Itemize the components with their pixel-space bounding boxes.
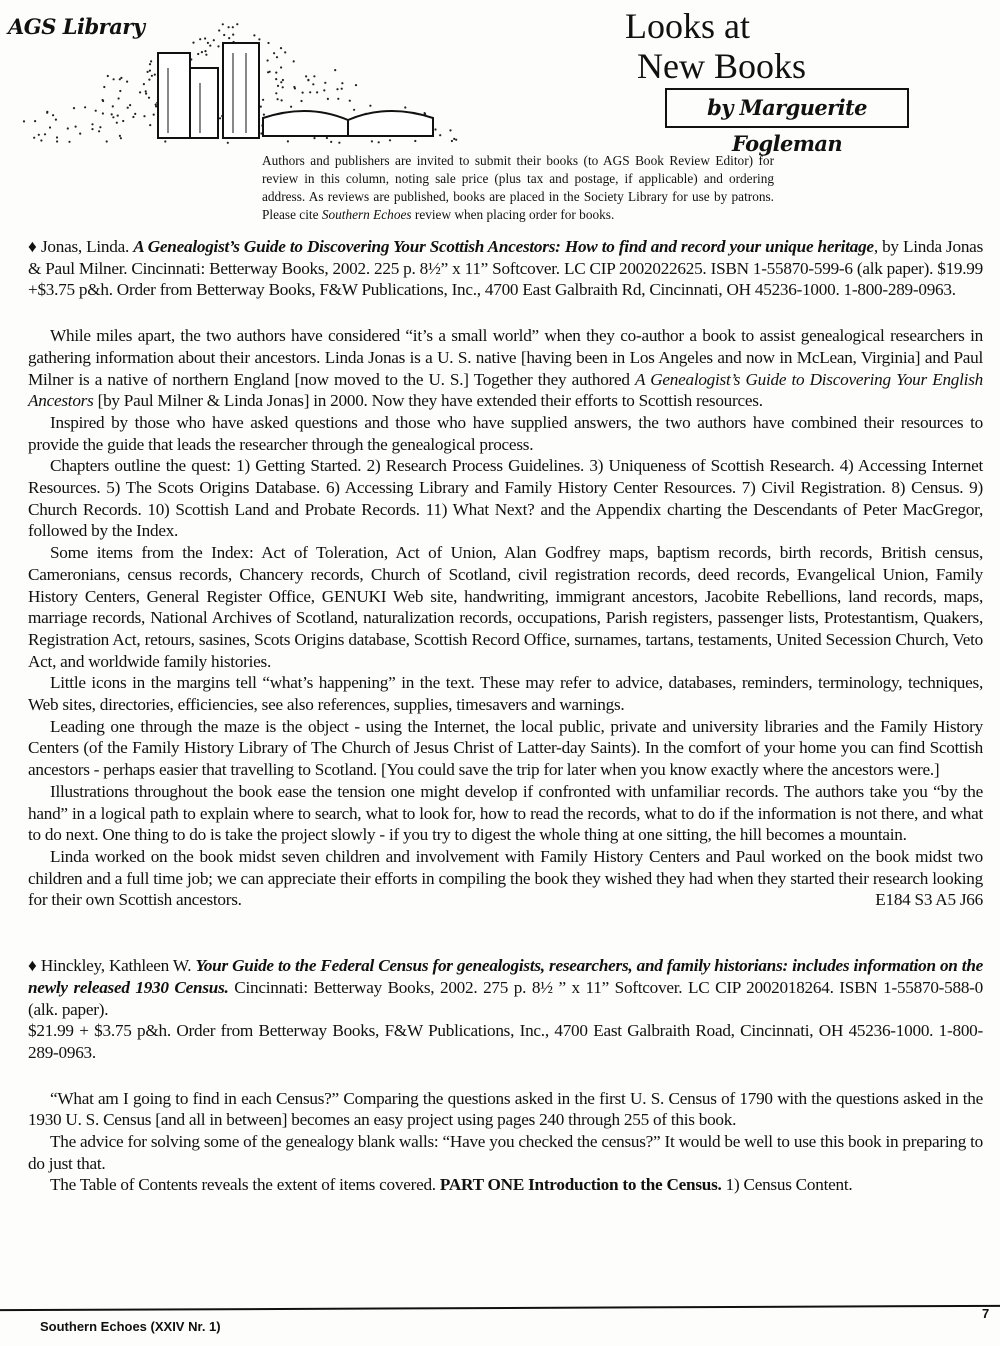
stipple-dot: [122, 120, 124, 122]
review-paragraph: Little icons in the margins tell “what’s happening” in the text. These may refer to advice, databases, reminders, terminology, techniques, Web sites, directories, efficiencies, see also references, supplies, timesavers and warnings.: [28, 673, 983, 715]
stipple-dot: [280, 66, 282, 68]
review-details: , by Linda Jonas & Paul Milner. Cincinnati: Betterway Books, 2002. 225 p. 8½” x 11” Softcover. LC CIP 2002022625. ISBN 1-55870-599-6 (alk paper). $19.99 +$3.75 p&h. Order from Betterway Books, F&W Publications, Inc., 4700 East Galbraith Rd, Cincinnati, OH 45236-1000. 1-800-289-0963.: [28, 237, 984, 300]
stipple-dot: [205, 54, 207, 56]
stipple-dot: [277, 98, 279, 100]
stipple-dot: [337, 98, 339, 100]
stipple-dot: [99, 126, 101, 128]
stipple-dot: [324, 82, 326, 84]
stipple-dot: [126, 81, 128, 83]
stipple-dot: [132, 116, 134, 118]
stipple-dot: [260, 106, 262, 108]
stipple-dot: [277, 85, 279, 87]
cited-title: A Genealogist’s Guide to Discovering Your English Ancestors: [28, 369, 983, 411]
stipple-dot: [275, 78, 277, 80]
review-paragraph: Linda worked on the book midst seven children and involvement with Family History Centers and Paul worked on the book midst two children and a full time job; we can appreciate their efforts in compiling the book they wished they had when they started their research looking for their own Scottish ancestors.: [28, 846, 983, 910]
stipple-dot: [455, 139, 457, 141]
stipple-dot: [267, 42, 269, 44]
column-title: [625, 6, 806, 86]
stipple-dot: [369, 105, 371, 107]
stipple-dot: [38, 134, 40, 136]
stipple-dot: [219, 117, 221, 119]
stipple-dot: [227, 142, 229, 144]
bullet-icon: ♦: [28, 956, 37, 976]
stipple-dot: [371, 140, 373, 142]
review-paragraph: [28, 1174, 983, 1196]
stipple-dot: [449, 129, 451, 131]
stipple-dot: [330, 141, 332, 143]
stipple-dot: [149, 63, 151, 65]
stipple-dot: [275, 72, 277, 74]
stipple-dot: [253, 34, 255, 36]
stipple-dot: [232, 26, 234, 28]
review-paragraph: Chapters outline the quest: 1) Getting Started. 2) Research Process Guidelines. 3) Uniqueness of Scottish Research. 4) Accessing Internet Resources. 5) The Scots Origins Database. 6) Accessing Library and Family History Center Resources. 7) Civil Registration. 8) Census. 9) Church Records. 10) Scottish Land and Probate Records. 11) What Next? and the Appendix charting the Descendants of Peter MacGregor, followed by the Index.: [28, 456, 983, 541]
call-number: E184 S3 A5 J66: [875, 890, 983, 910]
stipple-dot: [287, 140, 289, 142]
stipple-dot: [341, 88, 343, 90]
stipple-dot: [149, 124, 151, 126]
review-paragraph: Leading one through the maze is the object - using the Internet, the local public, private and university libraries and the Family History Centers (of the Family History Library of The Church of Jesus Christ of Latter-day Saints). In the comfort of your home you can find Scottish ancestors - perhaps easier that travelling to Scotland. [You could save the trip for later when you know exactly where the ancestors were.]: [28, 716, 983, 780]
stipple-dot: [116, 122, 118, 124]
stipple-dot: [106, 140, 108, 142]
stipple-dot: [103, 86, 105, 88]
stipple-dot: [282, 79, 284, 81]
stipple-dot: [113, 78, 115, 80]
stipple-dot: [223, 34, 225, 36]
stipple-dot: [276, 56, 278, 58]
books-illustration: [18, 8, 558, 148]
stipple-dot: [153, 114, 155, 116]
stipple-dot: [207, 42, 209, 44]
stipple-dot: [119, 90, 121, 92]
stipple-dot: [192, 42, 194, 44]
stipple-dot: [134, 113, 136, 115]
review-paragraph: “What am I going to find in each Census?” Comparing the questions asked in the first U. S. Census of 1790 with the questions asked in the 1930 U. S. Census [and all in between] becomes an easy project using pages 240 through 255 of this book.: [28, 1088, 983, 1130]
stipple-dot: [147, 71, 149, 73]
stipple-dot: [217, 45, 219, 47]
stipple-dot: [353, 109, 355, 111]
stipple-dot: [102, 112, 104, 114]
stipple-dot: [236, 23, 238, 25]
stipple-dot: [44, 133, 46, 135]
stipple-dot: [378, 141, 380, 143]
reviews: [28, 236, 983, 1196]
stipple-dot: [313, 75, 315, 77]
stipple-dot: [341, 82, 343, 84]
stipple-dot: [439, 134, 441, 136]
stipple-dot: [414, 140, 416, 142]
review-order-info: $21.99 + $3.75 p&h. Order from Betterway Books, F&W Publications, Inc., 4700 East Galbraith Road, Cincinnati, OH 45236-1000. 1-800-289-0963.: [28, 1021, 983, 1062]
stipple-dot: [75, 126, 77, 128]
stipple-dot: [424, 112, 426, 114]
review-paragraph: Some items from the Index: Act of Toleration, Act of Union, Alan Godfrey maps, baptism records, birth records, British census, Cameronians, census records, Chancery records, Church of Scotland, civil registration records, deed records, Evangelical Union, Family History Centers, General Register Office, GENUKI Web site, handwriting, immigrant ancestors, Jacobite Rebellions, land records, maps, marriage records, National Archives of Scotland, naturalization records, occupations, Parish registers, passenger lists, Protestantism, Quakers, Registration Act, retours, sasines, Scots Origins database, Scottish Record Office, surnames, tartans, testaments, United Secession Church, Veto Act, and worldwide family histories.: [28, 543, 983, 671]
stipple-dot: [102, 99, 104, 101]
stipple-dot: [209, 45, 211, 47]
stipple-dot: [404, 106, 406, 108]
stipple-dot: [434, 128, 436, 130]
notice-text-end: review when placing order for books.: [411, 207, 615, 222]
stipple-dot: [129, 104, 131, 106]
stipple-dot: [23, 120, 25, 122]
stipple-dot: [316, 91, 318, 93]
stipple-dot: [451, 140, 453, 142]
review-details: Cincinnati: Betterway Books, 2002. 275 p. 8½ ” x 11” Softcover. LC CIP 2002018264. ISBN 1-55870-588-0 (alk. paper).: [28, 977, 983, 1019]
stipple-dot: [98, 130, 100, 132]
stipple-dot: [273, 52, 275, 54]
library-label: AGS Library: [8, 14, 145, 39]
paragraph-text: 1) Census Content.: [721, 1175, 853, 1195]
stipple-dot: [267, 71, 269, 73]
bullet-icon: ♦: [28, 237, 37, 256]
stipple-dot: [164, 140, 166, 142]
stipple-dot: [117, 115, 119, 117]
stipple-dot: [222, 23, 224, 25]
stipple-dot: [148, 97, 150, 99]
stipple-dot: [294, 87, 296, 89]
stipple-dot: [218, 29, 220, 31]
stipple-dot: [154, 74, 156, 76]
stipple-dot: [155, 105, 157, 107]
stipple-dot: [73, 107, 75, 109]
page-number: 7: [982, 1306, 990, 1321]
stipple-dot: [389, 139, 391, 141]
stipple-dot: [327, 98, 329, 100]
stipple-dot: [204, 37, 206, 39]
stipple-dot: [145, 93, 147, 95]
review-book-title: Your Guide to the Federal Census for genealogists, researchers, and family historians: includes information on the newly released 1930 Census.: [28, 956, 984, 997]
stipple-dot: [34, 120, 36, 122]
stipple-dot: [79, 133, 81, 135]
stipple-dot: [55, 119, 57, 121]
review-author: Hinckley, Kathleen W.: [40, 956, 192, 976]
stipple-dot: [120, 77, 122, 79]
stipple-dot: [139, 91, 141, 93]
stipple-dot: [112, 105, 114, 107]
stipple-dot: [267, 59, 269, 61]
stipple-dot: [336, 88, 338, 90]
stipple-dot: [213, 39, 215, 41]
stipple-dot: [150, 60, 152, 62]
review-paragraph: Illustrations throughout the book ease the tension one might develop if confronted with unfamiliar records. The authors take you “by the hand” in a logical path to explain where to search, what to look for, how to read the records, what to do if the information is not there, and what to do next. One thing to do is take the project slowly - if you try to digest the whole thing at one sitting, the hill becomes a mountain.: [28, 781, 983, 845]
paragraph-text: [by Paul Milner & Linda Jonas] in 2000. Now they have extended their efforts to Scottish resources.: [93, 391, 763, 411]
stipple-dot: [309, 91, 311, 93]
stipple-dot: [228, 37, 230, 39]
stipple-dot: [56, 140, 58, 142]
stipple-dot: [280, 81, 282, 83]
stipple-dot: [118, 97, 120, 99]
stipple-dot: [281, 99, 283, 101]
stipple-dot: [120, 137, 122, 139]
stipple-dot: [201, 51, 203, 53]
notice-text: Authors and publishers are invited to submit their books (to AGS Book Review Editor) for review in this column, noting sale price (plus tax and postage, if applicable) and ordering address. As reviews are published, books are placed in the Society Library for use by patrons. Please cite: [262, 153, 774, 222]
paragraph-text: While miles apart, the two authors have considered “it’s a small world” when they co-author a book to assist genealogical researchers in gathering information about their ancestors. Linda Jonas is a U. S. native [having been in Los Angeles and now in McLean, Virginia] and Paul Milner is a native of northern England [now moved to the U. S.] Together they authored: [28, 326, 983, 389]
stipple-dot: [284, 51, 286, 53]
stipple-dot: [334, 69, 336, 71]
stipple-dot: [228, 26, 230, 28]
stipple-dot: [307, 79, 309, 81]
notice-publication: Southern Echoes: [321, 207, 412, 222]
stipple-dot: [40, 139, 42, 141]
stipple-dot: [111, 113, 113, 115]
review-citation: [28, 955, 983, 1064]
title-line-2: New Books: [637, 46, 806, 86]
stipple-dot: [275, 92, 277, 94]
stipple-dot: [232, 34, 234, 36]
stipple-dot: [326, 137, 328, 139]
stipple-dot: [312, 83, 314, 85]
stipple-dot: [302, 92, 304, 94]
stipple-dot: [338, 142, 340, 144]
stipple-dot: [49, 126, 51, 128]
submission-notice: [262, 152, 774, 224]
stipple-dot: [56, 136, 58, 138]
stipple-dot: [262, 99, 264, 101]
stipple-dot: [280, 47, 282, 49]
stipple-dot: [349, 100, 351, 102]
stipple-dot: [197, 53, 199, 55]
stipple-dot: [91, 123, 93, 125]
stipple-dot: [453, 138, 455, 140]
stipple-dot: [263, 114, 265, 116]
stipple-dot: [293, 60, 295, 62]
toc-part-heading: PART ONE Introduction to the Census.: [439, 1175, 722, 1195]
stipple-dot: [143, 83, 145, 85]
review-paragraph: The advice for solving some of the genealogy blank walls: “Have you checked the census?” It would be well to use this book in preparing to do just that.: [28, 1132, 983, 1173]
stipple-dot: [258, 38, 260, 40]
stipple-dot: [84, 106, 86, 108]
stipple-dot: [151, 75, 153, 77]
stipple-dot: [148, 79, 150, 81]
review-citation: [28, 236, 983, 301]
byline-box: by Marguerite Fogleman: [665, 88, 909, 128]
footer-rule: [0, 1305, 1000, 1311]
stipple-dot: [290, 106, 292, 108]
review-paragraph: Inspired by those who have asked questions and those who have supplied answers, the two authors have combined their resources to provide the guide that leads the researcher through the genealogical process.: [28, 412, 983, 454]
stipple-dot: [127, 107, 129, 109]
stipple-dot: [91, 128, 93, 130]
stipple-dot: [323, 89, 325, 91]
title-line-1: Looks at: [625, 6, 750, 46]
stipple-dot: [204, 50, 206, 52]
footer-publication: Southern Echoes (XXIV Nr. 1): [40, 1319, 221, 1334]
stipple-dot: [95, 110, 97, 112]
stipple-dot: [67, 127, 69, 129]
stipple-dot: [119, 135, 121, 137]
stipple-dot: [282, 86, 284, 88]
stipple-dot: [112, 116, 114, 118]
paragraph-text: The Table of Contents reveals the extent of items covered.: [50, 1175, 440, 1195]
stipple-dot: [143, 115, 145, 117]
stipple-dot: [313, 137, 315, 139]
stipple-dot: [305, 75, 307, 77]
review-author: Jonas, Linda.: [40, 237, 130, 256]
stipple-dot: [46, 111, 48, 113]
stipple-dot: [33, 137, 35, 139]
stipple-dot: [68, 141, 70, 143]
stipple-dot: [145, 90, 147, 92]
review-paragraph: [28, 325, 983, 412]
review-book-title: A Genealogist’s Guide to Discovering Your Scottish Ancestors: How to find and record your unique heritage: [133, 237, 874, 256]
stipple-dot: [355, 84, 357, 86]
stipple-dot: [149, 70, 151, 72]
stipple-dot: [300, 100, 302, 102]
stipple-dot: [199, 38, 201, 40]
stipple-dot: [52, 114, 54, 116]
stipple-dot: [107, 75, 109, 77]
